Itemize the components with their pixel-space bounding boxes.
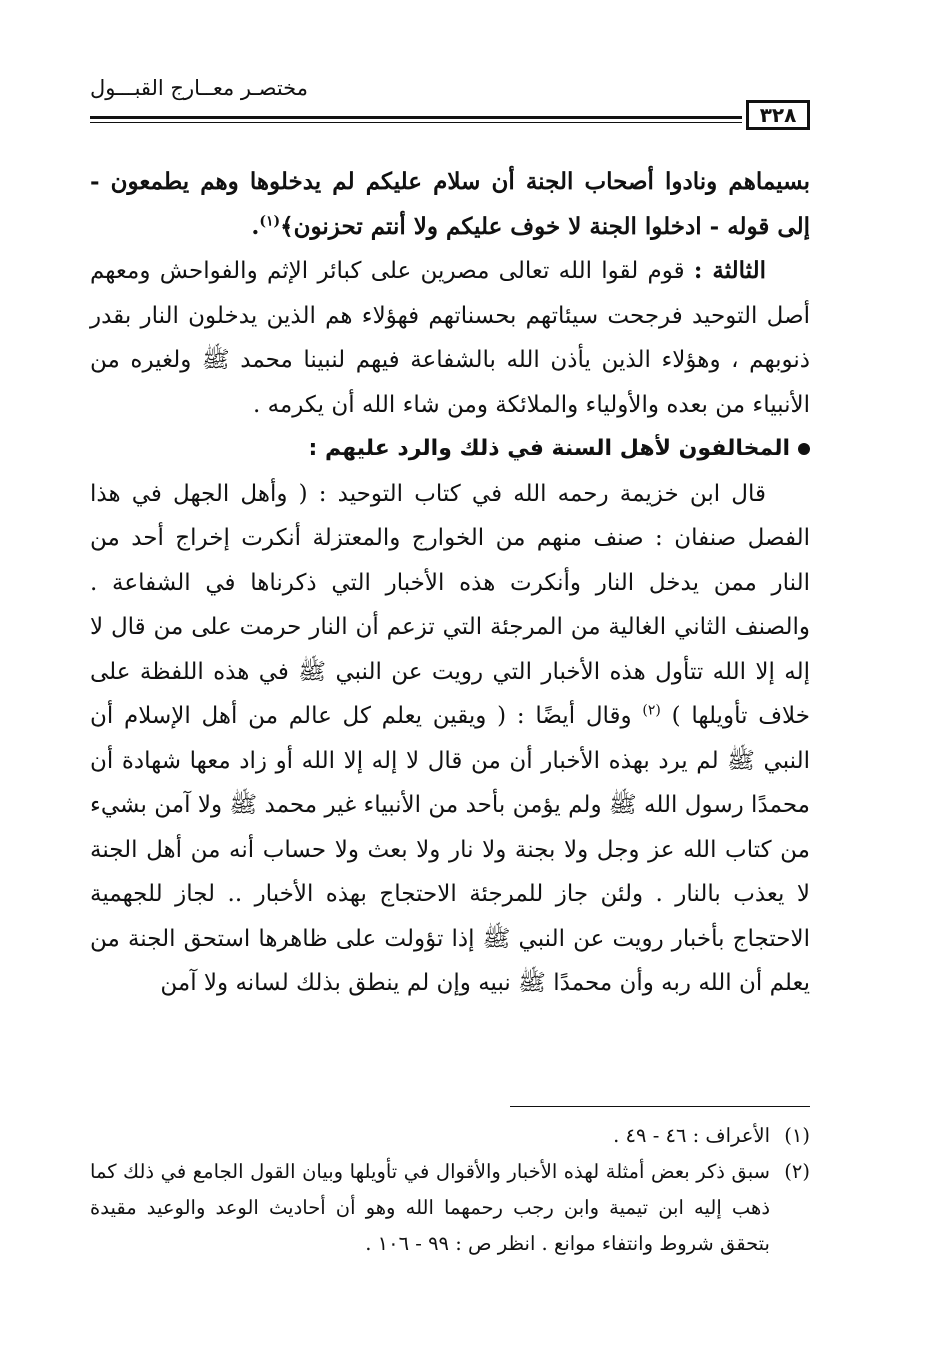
main-text — [90, 160, 810, 1006]
footnotes — [90, 1118, 810, 1262]
header-rule — [90, 116, 742, 119]
footnote-ref-2: (٢) — [642, 702, 661, 719]
quote-line-1: بسيماهم ونادوا أصحاب الجنة أن سلام عليكم لم يدخلوها وهم يطمعون - — [90, 168, 810, 195]
footnote-number: (٢) — [784, 1160, 810, 1183]
footnote-ref-1: (١) — [259, 212, 281, 229]
third-category-paragraph — [90, 249, 810, 427]
footnote-text: سبق ذكر بعض أمثلة لهذه الأخبار والأقوال في تأويلها وبيان القول الجامع في ذلك كما ذهب إليه ابن تيمية وابن رجب رحمهما الله وهو أن أحاديث الوعد والوعيد مقيدة بتحقق شروط وانتفاء موانع . انظر ص : ٩٩ - ١٠٦ . — [90, 1160, 770, 1255]
page-header — [90, 60, 810, 130]
section-heading — [90, 427, 810, 472]
footnote-text: الأعراف : ٤٦ - ٤٩ . — [613, 1124, 770, 1147]
paragraph-part-1: قال ابن خزيمة رحمه الله في كتاب التوحيد : ( وأهل الجهل في هذا الفصل صنفان : صنف منهم من الخوارج والمعتزلة أنكرت إخراج أحد من النار ممن يدخل النار وأنكرت هذه الأخبار التي ذكرناها في الشفاعة . والصنف الثاني الغالية من المرجئة التي تزعم أن النار حرمت على من قال لا إله إلا الله تتأول هذه الأخبار التي رويت عن النبي ﷺ في هذه اللفظة على خلاف تأويلها ) — [90, 480, 811, 729]
paragraph-part-2: وقال أيضًا : ( ويقين يعلم كل عالم من أهل الإسلام أن النبي ﷺ لم يرد بهذه الأخبار أن من قال لا إله إلا الله أو زاد معها شهادة أن محمدًا رسول الله ﷺ ولم يؤمن بأحد من الأنبياء غير محمد ﷺ ولا آمن بشيء من كتاب الله عز وجل ولا بجنة ولا نار ولا بعث ولا حساب أنه من أهل الجنة لا يعذب بالنار . ولئن جاز للمرجئة الاحتجاج بهذه الأخبار .. لجاز للجهمية الاحتجاج بأخبار رويت عن النبي ﷺ إذا تؤولت على ظاهرها استحق الجنة من يعلم أن الله ربه وأن محمدًا ﷺ نبيه وإن لم ينطق بذلك لسانه ولا آمن — [90, 703, 810, 996]
running-title: مختصـر معــارج القبـــول — [90, 76, 308, 100]
page-number: ٣٢٨ — [746, 100, 810, 130]
footnote-2 — [90, 1154, 810, 1262]
third-text: قوم لقوا الله تعالى مصرين على كبائر الإثم والفواحش ومعهم أصل التوحيد فرجحت سيئاتهم بحسناتهم فهؤلاء هم الذين يدخلون النار بقدر ذنوبهم ، وهؤلاء الذين يأذن الله بالشفاعة فيهم لنبينا محمد ﷺ ولغيره من الأنبياء من بعده والأولياء والملائكة ومن شاء الله أن يكرمه . — [90, 258, 810, 418]
third-label: الثالثة : — [693, 257, 767, 284]
quran-quote — [90, 160, 810, 249]
book-page — [90, 60, 810, 1300]
quote-end: . — [251, 212, 260, 240]
quote-line-2: إلى قوله - ادخلوا الجنة لا خوف عليكم ولا أنتم تحزنون﴾ — [280, 212, 810, 240]
ibn-khuzaymah-paragraph — [90, 472, 810, 1006]
bullet-icon — [798, 443, 810, 455]
section-heading-text: المخالفون لأهل السنة في ذلك والرد عليهم : — [308, 436, 790, 461]
footnote-separator — [510, 1106, 810, 1107]
header-rule-thin — [90, 122, 742, 123]
footnote-number: (١) — [784, 1124, 810, 1147]
footnote-1 — [90, 1118, 810, 1154]
